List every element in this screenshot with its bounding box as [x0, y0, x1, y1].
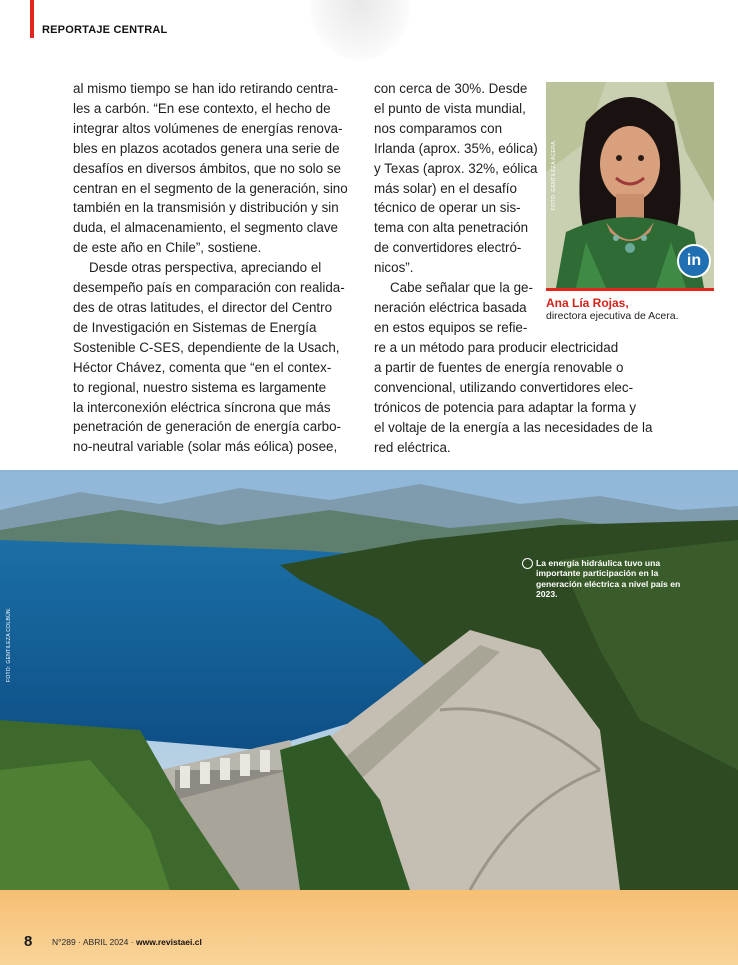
text-line: tema con alta penetración	[374, 220, 529, 236]
text-line: no-neutral variable (solar más eólica) posee,	[73, 439, 338, 455]
text-line: penetración de generación de energía carbo-	[73, 419, 342, 435]
text-line: red eléctrica.	[374, 439, 451, 455]
text-line: duda, el almacenamiento, el segmento clave	[73, 220, 338, 236]
footer-band	[0, 890, 738, 965]
text-line: des de otras latitudes, el director del Centro	[73, 299, 333, 315]
text-line: de este año en Chile”, sostiene.	[73, 240, 262, 256]
dam-photo	[0, 470, 738, 890]
text-line: centran en el segmento de la generación, sino	[73, 180, 348, 196]
paragraph	[374, 278, 546, 338]
paragraph	[73, 258, 343, 457]
text-line: la interconexión eléctrica síncrona que más	[73, 399, 331, 415]
paragraph	[374, 79, 546, 278]
photo-credit: FOTO: GENTILEZA ACERA.	[551, 139, 557, 210]
website-link[interactable]: www.revistaei.cl	[135, 937, 202, 947]
text-line: Irlanda (aprox. 35%, eólica)	[374, 140, 538, 156]
caption-marker-icon	[522, 558, 533, 569]
text-line: desafíos en diversos ámbitos, que no solo se	[73, 160, 341, 176]
paragraph	[73, 79, 348, 258]
text-line: Cabe señalar que la ge-	[390, 280, 533, 296]
text-line: nos comparamos con	[374, 120, 503, 136]
text-line: al mismo tiempo se han ido retirando centra-	[73, 81, 338, 96]
text-line: más solar) en el desafío	[374, 180, 517, 196]
portrait-caption-name: Ana Lía Rojas,	[546, 296, 629, 310]
separator: ·	[78, 937, 81, 947]
text-line: el punto de vista mundial,	[374, 100, 526, 116]
separator: ·	[130, 937, 134, 947]
decorative-bulb-graphic	[310, 0, 410, 60]
page-number: 8	[24, 933, 33, 950]
text-line: bles en plazos acotados genera una serie de	[73, 140, 340, 156]
article-column-middle	[374, 79, 546, 338]
text-line: también en la transmisión y distribución y sin	[73, 200, 339, 216]
dam-photo-credit: FOTO: GENTILEZA COLBÚN.	[6, 607, 12, 682]
portrait-caption-role: directora ejecutiva de Acera.	[546, 310, 679, 322]
text-line: desempeño país en comparación con realida-	[73, 280, 345, 296]
text-line: nicos”.	[374, 260, 414, 276]
article-column-left	[73, 79, 348, 457]
text-line: Sostenible C-SES, dependiente de la Usach,	[73, 339, 340, 355]
text-line: neración eléctrica basada	[374, 299, 527, 315]
issue-date: ABRIL 2024	[82, 937, 129, 947]
text-line: Desde otras perspectiva, apreciando el	[89, 260, 322, 276]
text-line: convencional, utilizando convertidores elec-	[374, 379, 634, 395]
dam-illustration	[0, 470, 738, 890]
paragraph	[374, 338, 664, 457]
text-line: a partir de fuentes de energía renovable o	[374, 359, 624, 375]
text-line: el voltaje de la energía a las necesidades de la	[374, 419, 653, 435]
dam-photo-caption: La energía hidráulica tuvo una importante participación en la generación eléctrica a nivel país en 2023.	[536, 558, 681, 600]
text-line: integrar altos volúmenes de energías renova-	[73, 120, 343, 136]
article-column-continuation	[374, 338, 664, 457]
text-line: técnico de operar un sis-	[374, 200, 521, 216]
footer-meta	[52, 937, 202, 947]
text-line: y Texas (aprox. 32%, eólica	[374, 160, 538, 176]
text-line: en estos equipos se refie-	[374, 319, 528, 335]
linkedin-icon[interactable]: in	[677, 244, 711, 278]
text-line: de Investigación en Sistemas de Energía	[73, 319, 317, 335]
text-line: to regional, nuestro sistema es largamente	[73, 379, 327, 395]
text-line: de convertidores electró-	[374, 240, 522, 256]
section-accent-bar	[30, 0, 34, 38]
issue-number: N°289	[52, 937, 76, 947]
section-title: REPORTAJE CENTRAL	[42, 24, 168, 36]
caption-divider	[546, 288, 714, 291]
text-line: con cerca de 30%. Desde	[374, 81, 528, 96]
text-line: Héctor Chávez, comenta que “en el contex-	[73, 359, 332, 375]
text-line: re a un método para producir electricidad	[374, 340, 619, 355]
text-line: les a carbón. “En ese contexto, el hecho de	[73, 100, 331, 116]
text-line: trónicos de potencia para adaptar la forma y	[374, 399, 637, 415]
